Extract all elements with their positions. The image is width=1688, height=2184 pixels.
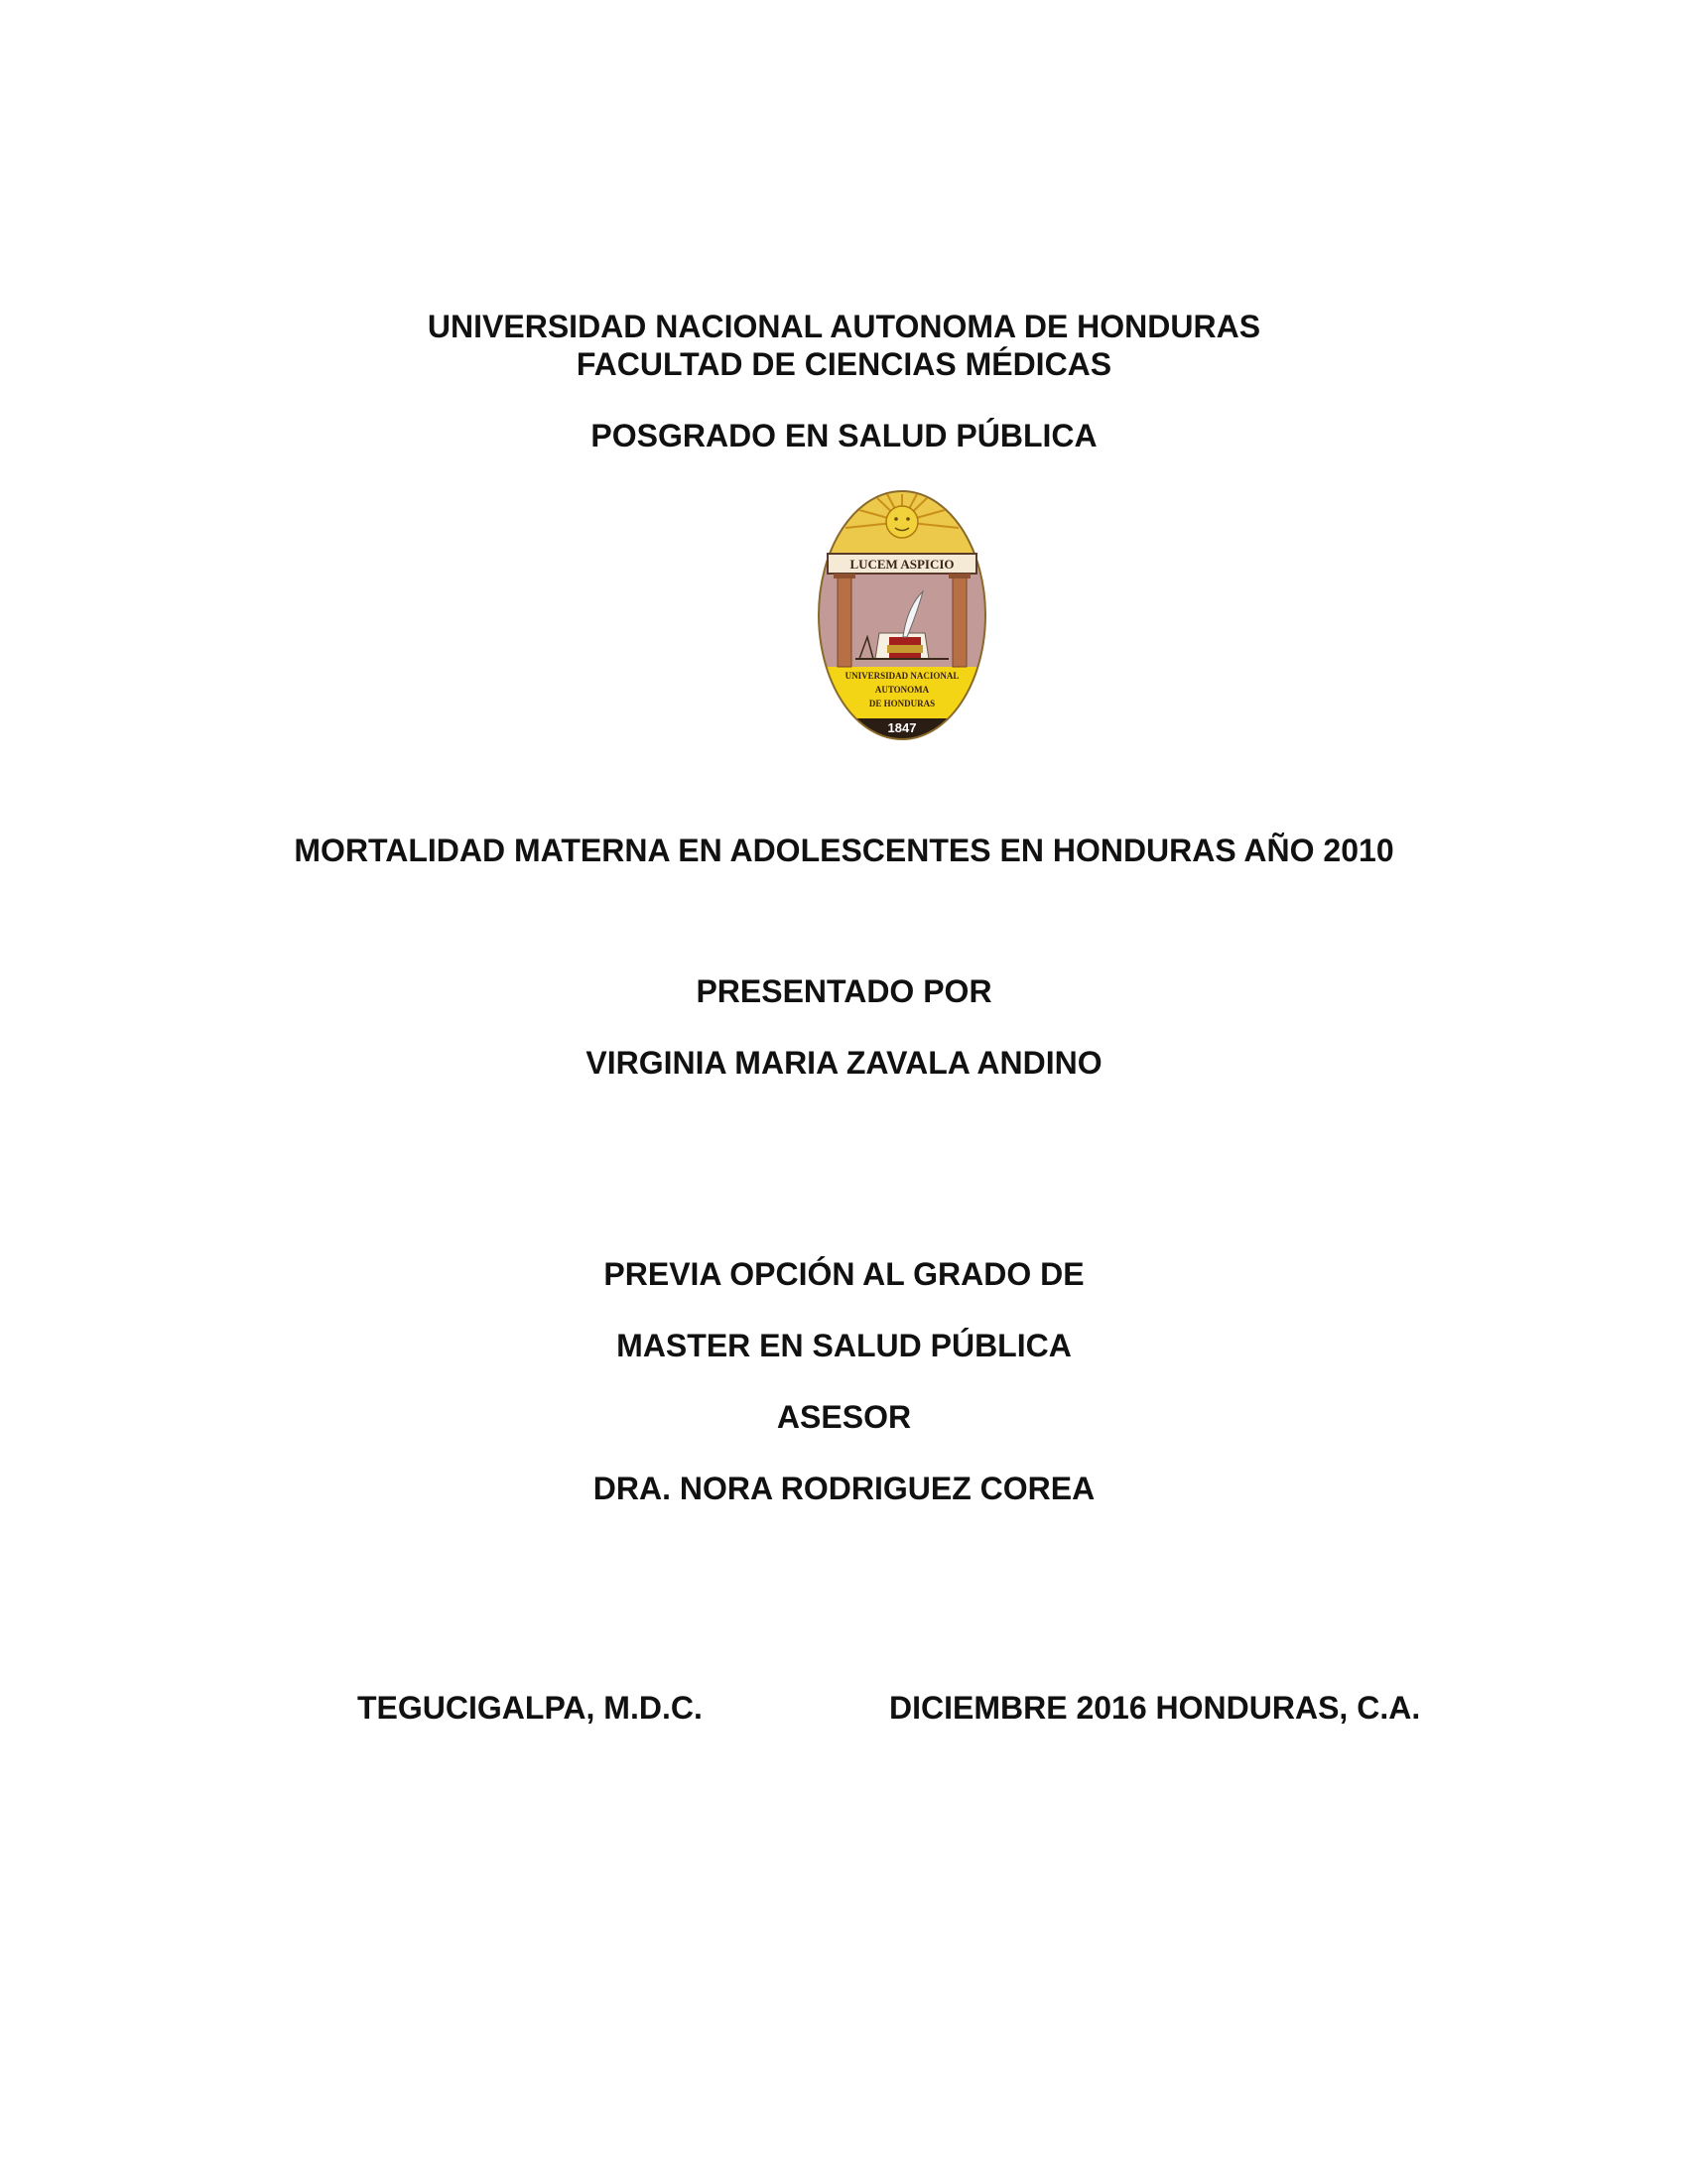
footer-place: TEGUCIGALPA, M.D.C. [357, 1690, 703, 1726]
seal-year: 1847 [887, 720, 917, 735]
thesis-title: MORTALIDAD MATERNA EN ADOLESCENTES EN HONDURAS AÑO 2010 [294, 833, 1394, 868]
seal-motto: LUCEM ASPICIO [849, 557, 955, 572]
degree-line-1: PREVIA OPCIÓN AL GRADO DE [603, 1256, 1085, 1292]
presented-by-label: PRESENTADO POR [696, 973, 992, 1009]
seal-name-line3: DE HONDURAS [868, 699, 936, 708]
author-name: VIRGINIA MARIA ZAVALA ANDINO [585, 1045, 1103, 1081]
faculty-name: FACULTAD DE CIENCIAS MÉDICAS [576, 346, 1112, 382]
program-name: POSGRADO EN SALUD PÚBLICA [590, 418, 1098, 453]
university-seal-logo [816, 488, 988, 742]
seal-name-line1: UNIVERSIDAD NACIONAL [844, 671, 960, 681]
advisor-label: ASESOR [776, 1399, 912, 1435]
seal-name-line2: AUTONOMA [874, 685, 930, 695]
university-name: UNIVERSIDAD NACIONAL AUTONOMA DE HONDURAS [427, 309, 1261, 344]
degree-line-2: MASTER EN SALUD PÚBLICA [616, 1328, 1072, 1363]
advisor-name: DRA. NORA RODRIGUEZ COREA [592, 1471, 1096, 1506]
footer-date: DICIEMBRE 2016 HONDURAS, C.A. [889, 1690, 1421, 1726]
